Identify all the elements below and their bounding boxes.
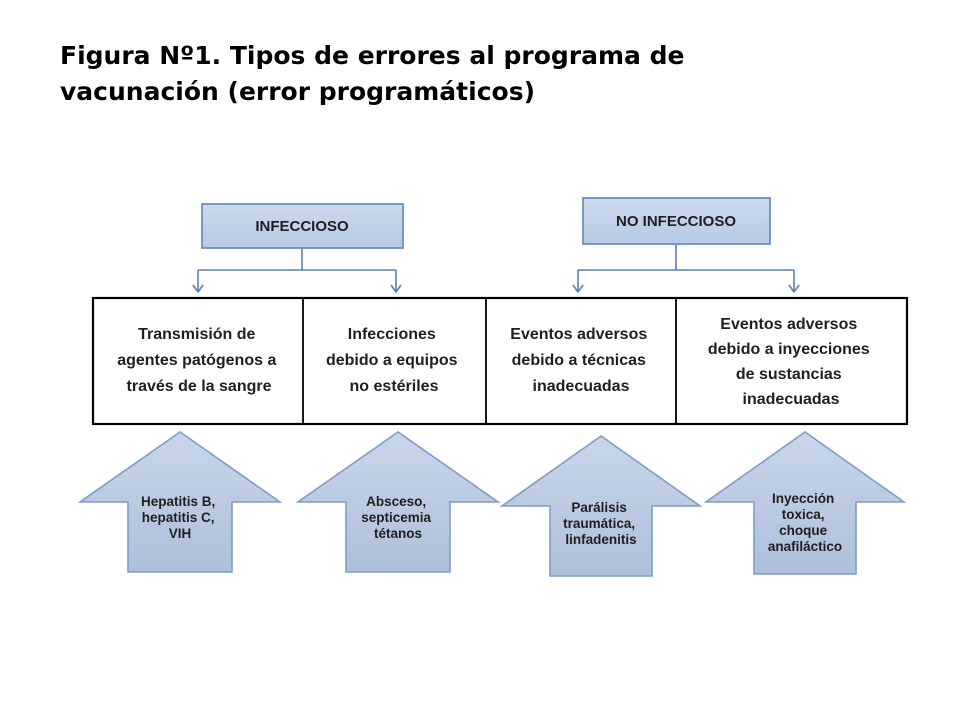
error-cell-transmision (117, 326, 281, 395)
error-cell-line: Eventos adversos (510, 326, 648, 343)
category-box-infeccioso (202, 204, 403, 248)
error-cell-line: Infecciones (347, 326, 436, 343)
consequence-line: Hepatitis B, (140, 494, 216, 509)
error-cell-line: debido a técnicas (511, 352, 646, 369)
consequence-line: Parálisis (571, 500, 627, 515)
consequence-line: anafiláctico (767, 539, 843, 554)
error-cell-line: inadecuadas (532, 378, 630, 395)
consequence-text-paralisis (563, 500, 639, 547)
error-cell-line: inadecuadas (742, 391, 840, 408)
no-infeccioso-connector (578, 244, 794, 291)
no-infeccioso-connector-arrowheads (573, 285, 799, 292)
consequence-line: choque (779, 523, 828, 538)
figure-title-line-2: vacunación (error programáticos) (60, 77, 535, 106)
error-cell-line: debido a equipos (325, 352, 458, 369)
category-label-infeccioso: INFECCIOSO (255, 218, 349, 235)
infeccioso-connector (198, 248, 396, 291)
error-cell-line: no estériles (349, 378, 439, 395)
error-cell-line: Transmisión de (138, 326, 256, 343)
consequence-line: VIH (168, 526, 192, 541)
consequence-line: toxica, (781, 507, 825, 522)
consequence-line: Absceso, (366, 494, 427, 509)
error-cell-line: agentes patógenos a (117, 352, 277, 369)
consequence-line: hepatitis C, (141, 510, 215, 525)
consequence-line: traumática, (563, 516, 636, 531)
consequence-line: septicemia (361, 510, 432, 525)
category-label-no-infeccioso: NO INFECCIOSO (615, 213, 737, 230)
category-box-no-infeccioso (583, 198, 770, 244)
consequence-line: tétanos (373, 526, 423, 541)
error-cell-line: Eventos adversos (720, 316, 858, 333)
consequence-line: linfadenitis (565, 532, 637, 547)
infeccioso-connector-arrowheads (193, 285, 401, 292)
error-cell-line: debido a inyecciones (707, 341, 870, 358)
error-cell-line: de sustancias (735, 366, 842, 383)
consequence-line: Inyección (771, 491, 835, 506)
error-cell-line: través de la sangre (126, 378, 272, 395)
figure-title-line-1: Figura Nº1. Tipos de errores al programa de (60, 41, 685, 70)
